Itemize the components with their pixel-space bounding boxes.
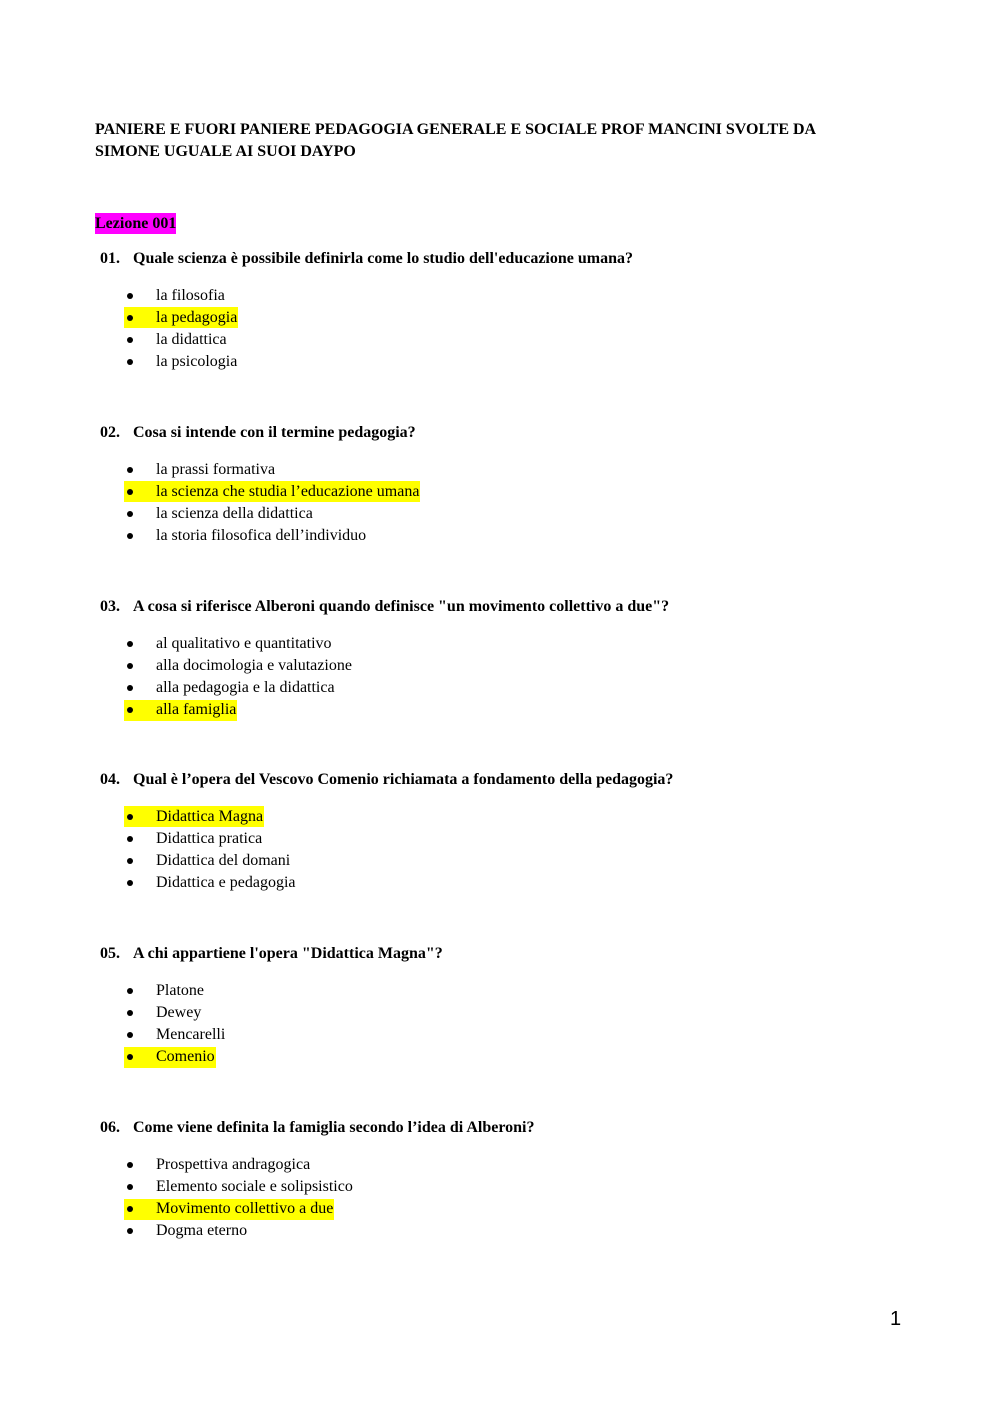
question-text	[100, 944, 920, 964]
answer-text: la scienza della didattica	[156, 505, 313, 523]
answer-text: Movimento collettivo a due	[156, 1200, 334, 1218]
document-title	[95, 119, 895, 163]
answer-option	[100, 1025, 920, 1047]
question-05	[100, 944, 920, 1069]
question-label: Qual è l’opera del Vescovo Comenio richiamata a fondamento della pedagogia?	[133, 771, 674, 788]
answer-text: Prospettiva andragogica	[156, 1155, 311, 1173]
bullet-icon	[127, 1032, 133, 1038]
answer-text: Didattica pratica	[156, 829, 263, 847]
answer-text: la prassi formativa	[156, 460, 276, 478]
answer-list	[100, 806, 920, 895]
bullet-icon	[127, 489, 133, 495]
answer-row	[124, 1176, 354, 1197]
question-label: Cosa si intende con il termine pedagogia?	[133, 424, 416, 441]
bullet-icon	[127, 1010, 133, 1016]
question-label: A chi appartiene l'opera "Didattica Magna"?	[133, 945, 443, 962]
answer-option-correct	[100, 481, 920, 503]
question-number: 04.	[100, 771, 120, 788]
answer-option	[100, 459, 920, 481]
answer-option	[100, 526, 920, 548]
bullet-icon	[127, 707, 133, 713]
answer-row	[124, 1025, 226, 1046]
answer-option	[100, 633, 920, 655]
answer-text: al qualitativo e quantitativo	[156, 634, 332, 652]
answer-list	[100, 459, 920, 548]
question-number: 03.	[100, 598, 120, 615]
answer-option	[100, 330, 920, 352]
answer-row	[124, 873, 297, 894]
answer-option	[100, 1002, 920, 1024]
answer-option	[100, 980, 920, 1002]
answer-row	[124, 980, 205, 1001]
answer-row	[124, 459, 276, 480]
bullet-icon	[127, 1228, 133, 1234]
question-text	[100, 423, 920, 443]
answer-row	[124, 352, 238, 373]
answer-text: alla famiglia	[156, 701, 237, 719]
answer-list	[100, 285, 920, 374]
answer-row	[124, 526, 367, 547]
answer-row	[124, 678, 336, 699]
bullet-icon	[127, 293, 133, 299]
answer-text: la storia filosofica dell’individuo	[156, 527, 367, 545]
answer-text: Dewey	[156, 1003, 202, 1021]
answer-text: alla docimologia e valutazione	[156, 656, 352, 674]
bullet-icon	[127, 1184, 133, 1190]
answer-row	[124, 1047, 216, 1068]
answer-option	[100, 828, 920, 850]
answer-row	[124, 633, 333, 654]
bullet-icon	[127, 858, 133, 864]
answer-text: la scienza che studia l’educazione umana	[156, 482, 420, 500]
bullet-icon	[127, 1162, 133, 1168]
answer-text: Elemento sociale e solipsistico	[156, 1177, 353, 1195]
answer-text: Comenio	[156, 1048, 215, 1066]
answer-text: la filosofia	[156, 286, 225, 304]
question-text	[100, 770, 920, 790]
answer-list	[100, 633, 920, 722]
question-text	[100, 597, 920, 617]
answer-row	[124, 307, 238, 328]
answer-option-correct	[100, 806, 920, 828]
question-number: 01.	[100, 250, 120, 267]
answer-option-correct	[100, 307, 920, 329]
answer-row	[124, 285, 226, 306]
answer-text: Didattica e pedagogia	[156, 874, 296, 892]
document-title-line-2: SIMONE UGUALE AI SUOI DAYPO	[95, 143, 356, 160]
answer-row	[124, 655, 353, 676]
answer-row	[124, 1221, 248, 1242]
answer-option	[100, 851, 920, 873]
question-number: 06.	[100, 1119, 120, 1136]
bullet-icon	[127, 467, 133, 473]
answer-option	[100, 1154, 920, 1176]
bullet-icon	[127, 337, 133, 343]
question-number: 05.	[100, 945, 120, 962]
bullet-icon	[127, 663, 133, 669]
answer-option-correct	[100, 700, 920, 722]
answer-option	[100, 1176, 920, 1198]
answer-option	[100, 873, 920, 895]
bullet-icon	[127, 315, 133, 321]
question-04	[100, 770, 920, 895]
question-label: Come viene definita la famiglia secondo l’idea di Alberoni?	[133, 1119, 535, 1136]
answer-list	[100, 980, 920, 1069]
bullet-icon	[127, 880, 133, 886]
answer-row	[124, 806, 264, 827]
answer-text: Mencarelli	[156, 1026, 226, 1044]
answer-option	[100, 678, 920, 700]
question-02	[100, 423, 920, 548]
bullet-icon	[127, 988, 133, 994]
question-text	[100, 1118, 920, 1138]
answer-text: Dogma eterno	[156, 1222, 248, 1240]
answer-list	[100, 1154, 920, 1243]
question-label: A cosa si riferisce Alberoni quando definisce "un movimento collettivo a due"?	[133, 598, 670, 615]
answer-option-correct	[100, 1047, 920, 1069]
answer-row	[124, 700, 237, 721]
question-03	[100, 597, 920, 722]
bullet-icon	[127, 533, 133, 539]
answer-option	[100, 1221, 920, 1243]
answer-text: Platone	[156, 981, 204, 999]
answer-option	[100, 285, 920, 307]
question-text	[100, 249, 920, 269]
document-title-line-1: PANIERE E FUORI PANIERE PEDAGOGIA GENERALE E SOCIALE PROF MANCINI SVOLTE DA	[95, 121, 817, 138]
question-01	[100, 249, 920, 374]
question-label: Quale scienza è possibile definirla come lo studio dell'educazione umana?	[133, 250, 633, 267]
answer-row	[124, 504, 314, 525]
bullet-icon	[127, 641, 133, 647]
bullet-icon	[127, 1206, 133, 1212]
question-number: 02.	[100, 424, 120, 441]
answer-row	[124, 828, 263, 849]
question-06	[100, 1118, 920, 1243]
answer-row	[124, 481, 420, 502]
answer-option	[100, 655, 920, 677]
answer-row	[124, 1002, 202, 1023]
bullet-icon	[127, 685, 133, 691]
bullet-icon	[127, 359, 133, 365]
answer-option	[100, 352, 920, 374]
page-number: 1	[890, 1308, 902, 1330]
bullet-icon	[127, 814, 133, 820]
answer-row	[124, 1154, 311, 1175]
answer-text: la pedagogia	[156, 308, 238, 326]
answer-option	[100, 504, 920, 526]
answer-text: la psicologia	[156, 353, 238, 371]
answer-text: Didattica Magna	[156, 807, 264, 825]
lesson-heading: Lezione 001	[95, 215, 177, 232]
bullet-icon	[127, 836, 133, 842]
answer-text: la didattica	[156, 331, 227, 349]
answer-option-correct	[100, 1199, 920, 1221]
bullet-icon	[127, 1054, 133, 1060]
answer-text: Didattica del domani	[156, 852, 291, 870]
answer-row	[124, 851, 291, 872]
answer-row	[124, 1199, 334, 1220]
bullet-icon	[127, 511, 133, 517]
answer-text: alla pedagogia e la didattica	[156, 679, 335, 697]
answer-row	[124, 330, 228, 351]
